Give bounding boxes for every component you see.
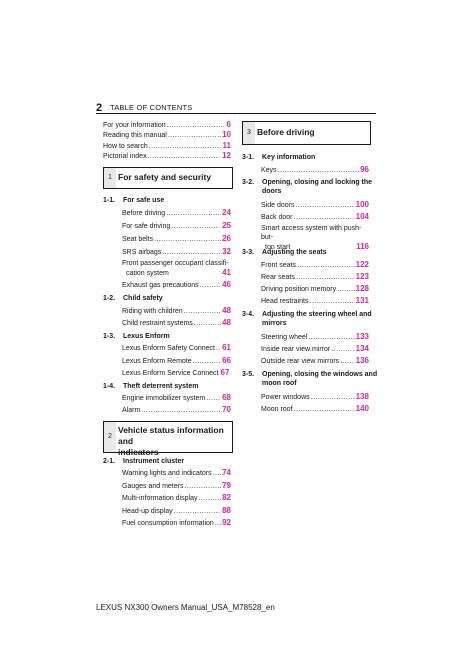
page-link[interactable]: 10: [222, 130, 231, 139]
section-heading: 2-1. Instrument cluster: [103, 458, 185, 465]
toc-entry[interactable]: Inside rear view mirror ..... 134: [261, 345, 369, 354]
chapter-title: Vehicle status information and indicators: [118, 425, 224, 457]
page-link[interactable]: 6: [226, 120, 231, 129]
page-link[interactable]: 66: [222, 356, 231, 365]
footer-text: LEXUS NX300 Owners Manual_USA_M78528_en: [96, 603, 275, 612]
page-link[interactable]: 92: [222, 518, 231, 527]
toc-entry[interactable]: For safe driving ..... 25: [122, 222, 231, 231]
toc-entry[interactable]: Front seats ..... 122: [261, 261, 369, 270]
page-link[interactable]: 70: [222, 405, 231, 414]
toc-entry[interactable]: Lexus Enform Service Connect 67: [122, 368, 230, 377]
toc-entry[interactable]: Rear seats ..... 123: [261, 273, 369, 282]
toc-entry[interactable]: Lexus Enform Safety Connect ..... 61: [122, 344, 231, 353]
toc-entry[interactable]: Side doors ..... 100: [261, 201, 369, 210]
chapter-tab: 2: [104, 422, 116, 452]
section-heading: 3-4. Adjusting the steering wheel and mirrors: [242, 311, 372, 327]
toc-entry[interactable]: Riding with children ..... 48: [122, 307, 231, 316]
toc-entry[interactable]: Multi-information display ..... 82: [122, 494, 231, 503]
toc-entry[interactable]: Warning lights and indicators ..... 74: [122, 469, 231, 478]
page-link[interactable]: 46: [222, 280, 231, 289]
page-link[interactable]: 133: [355, 332, 369, 341]
toc-entry[interactable]: Alarm ..... 70: [122, 406, 231, 415]
toc-entry[interactable]: Child restraint systems ..... 48: [122, 319, 231, 328]
page-link[interactable]: 68: [222, 393, 231, 402]
page-link[interactable]: 11: [222, 141, 231, 150]
header-rule: [96, 113, 376, 114]
toc-entry[interactable]: Head restraints ..... 131: [261, 297, 369, 306]
page-link[interactable]: 48: [222, 318, 231, 327]
page-link[interactable]: 12: [222, 151, 231, 160]
page-link[interactable]: 116: [356, 242, 369, 251]
chapter-tab: 1: [104, 168, 116, 188]
page-link[interactable]: 32: [222, 247, 231, 256]
section-heading: 1-1. For safe use: [103, 197, 165, 204]
page-link[interactable]: 79: [222, 481, 231, 490]
page-title: TABLE OF CONTENTS: [110, 103, 193, 112]
section-heading: 1-3. Lexus Enform: [103, 333, 170, 340]
toc-entry[interactable]: Back door ..... 104: [261, 213, 369, 222]
page-link[interactable]: 48: [222, 306, 231, 315]
page-link[interactable]: 100: [355, 200, 369, 209]
toc-entry[interactable]: Reading this manual ..... 10: [103, 131, 231, 140]
toc-entry[interactable]: How to search ..... 11: [103, 142, 231, 151]
page-link[interactable]: 128: [355, 284, 369, 293]
toc-entry[interactable]: Head-up display ..... 88: [122, 507, 231, 516]
page-link[interactable]: 123: [355, 272, 369, 281]
page-link[interactable]: 122: [355, 260, 369, 269]
page-link[interactable]: 134: [355, 344, 369, 353]
section-heading: 1-2. Child safety: [103, 295, 163, 302]
page-link[interactable]: 26: [222, 234, 231, 243]
toc-entry[interactable]: Front passenger occupant classifi- cation system 41: [122, 260, 231, 277]
page-link[interactable]: 136: [355, 356, 369, 365]
toc-entry[interactable]: Driving position memory ..... 128: [261, 285, 369, 294]
chapter-title: Before driving: [257, 127, 315, 137]
page-link[interactable]: 25: [222, 221, 231, 230]
toc-entry[interactable]: Outside rear view mirrors ..... 136: [261, 357, 369, 366]
toc-entry[interactable]: SRS airbags ..... 32: [122, 248, 231, 257]
chapter-1-box[interactable]: [103, 167, 233, 189]
toc-entry[interactable]: Exhaust gas precautions ..... 46: [122, 281, 231, 290]
chapter-tab: 3: [243, 122, 255, 144]
toc-entry[interactable]: Keys ..... 96: [261, 166, 369, 175]
chapter-3-box[interactable]: [242, 121, 371, 145]
page-link[interactable]: 41: [222, 268, 231, 277]
toc-entry[interactable]: Smart access system with push-but- ton start 116: [261, 225, 369, 251]
page-link[interactable]: 67: [220, 368, 230, 377]
toc-entry[interactable]: Before driving ..... 24: [122, 209, 231, 218]
page-link[interactable]: 138: [355, 392, 369, 401]
toc-entry[interactable]: Pictorial index ..... 12: [103, 152, 231, 161]
page-link[interactable]: 74: [222, 468, 231, 477]
toc-entry[interactable]: Steering wheel ..... 133: [261, 333, 369, 342]
toc-entry[interactable]: Gauges and meters ..... 79: [122, 482, 231, 491]
section-heading: 3-2. Opening, closing and locking the doors: [242, 179, 373, 195]
chapter-title: For safety and security: [118, 172, 212, 182]
toc-entry[interactable]: Moon roof ..... 140: [261, 405, 369, 414]
toc-entry[interactable]: For your information ..... 6: [103, 121, 231, 130]
toc-entry[interactable]: Engine immobilizer system ..... 68: [122, 394, 231, 403]
section-heading: 3-5. Opening, closing the windows and moon roof: [242, 371, 378, 387]
section-heading: 1-4. Theft deterrent system: [103, 383, 199, 390]
page-link[interactable]: 61: [222, 343, 231, 352]
section-heading: 3-3. Adjusting the seats: [242, 249, 327, 256]
toc-entry[interactable]: Seat belts ..... 26: [122, 235, 231, 244]
page-link[interactable]: 131: [355, 296, 369, 305]
page-link[interactable]: 82: [222, 493, 231, 502]
page-link[interactable]: 24: [222, 208, 231, 217]
toc-entry[interactable]: Power windows ..... 138: [261, 393, 369, 402]
chapter-2-box[interactable]: [103, 421, 233, 457]
toc-entry[interactable]: Lexus Enform Remote ..... 66: [122, 357, 231, 366]
page-number: 2: [96, 102, 103, 114]
toc-entry[interactable]: Fuel consumption information ..... 92: [122, 519, 231, 528]
page-link[interactable]: 104: [355, 212, 369, 221]
page-link[interactable]: 96: [360, 165, 369, 174]
section-heading: 3-1. Key information: [242, 154, 316, 161]
page-link[interactable]: 88: [222, 506, 231, 515]
page-link[interactable]: 140: [355, 404, 369, 413]
